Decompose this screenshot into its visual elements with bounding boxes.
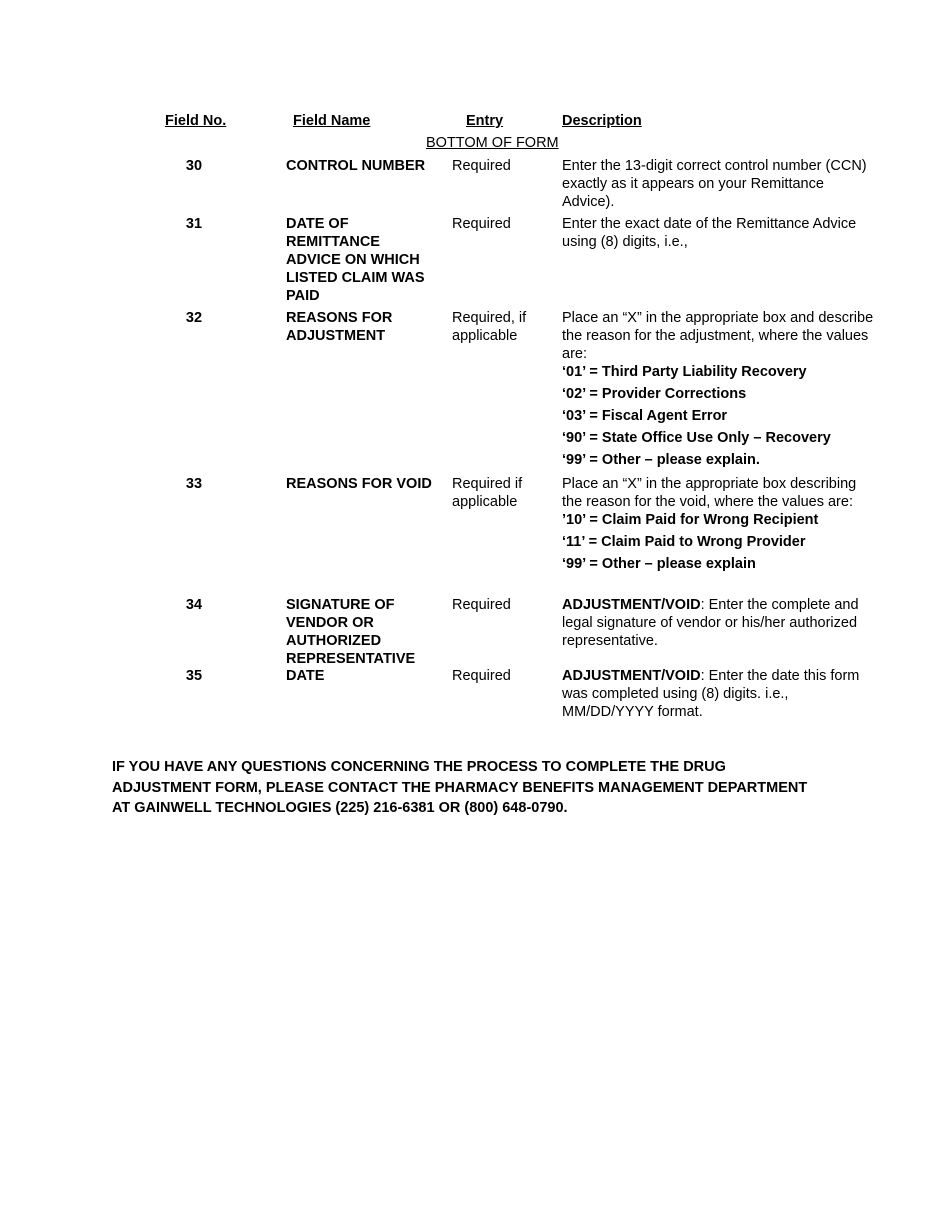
void-reason-option: ’10’ = Claim Paid for Wrong Recipient — [562, 512, 819, 528]
contact-note: IF YOU HAVE ANY QUESTIONS CONCERNING THE PROCESS TO COMPLETE THE DRUG ADJUSTMENT FORM, PLEASE CONTACT THE PHARMACY BENEFITS MANAGEMENT DEPARTMENT AT GAINWELL TECHNOLOGIES (225) 216-6381 OR (800) 648-0790. — [112, 759, 808, 816]
field-entry: Required — [452, 216, 511, 232]
field-description: Enter the exact date of the Remittance Advice using (8) digits, i.e., — [562, 216, 857, 250]
field-name: DATE OF REMITTANCE ADVICE ON WHICH LISTED CLAIM WAS PAID — [286, 216, 425, 304]
field-entry: Required if applicable — [452, 476, 523, 510]
field-description-block — [562, 309, 874, 469]
field-name: DATE — [286, 668, 325, 684]
field-name: SIGNATURE OF VENDOR OR AUTHORIZED REPRESENTATIVE — [286, 597, 416, 667]
field-entry: Required — [452, 668, 511, 684]
field-number: 34 — [185, 597, 203, 613]
description-lead: ADJUSTMENT/VOID — [562, 668, 701, 684]
header-entry: Entry — [466, 113, 504, 129]
field-description-block — [562, 596, 874, 650]
void-reason-option: ‘99’ = Other – please explain — [562, 556, 756, 572]
field-name: CONTROL NUMBER — [286, 158, 426, 174]
header-field-name: Field Name — [293, 113, 371, 129]
field-number: 31 — [185, 216, 203, 232]
adjustment-reason-option: ‘99’ = Other – please explain. — [562, 452, 760, 468]
field-description: : Enter the complete and legal signature of vendor or his/her authorized representative. — [562, 597, 859, 649]
field-description-block — [562, 475, 874, 573]
adjustment-reason-option: ‘03’ = Fiscal Agent Error — [562, 408, 728, 424]
field-name: REASONS FOR VOID — [286, 476, 432, 492]
field-description: Enter the 13-digit correct control number (CCN) exactly as it appears on your Remittance Advice). — [562, 158, 867, 210]
field-number: 35 — [185, 668, 203, 684]
field-number: 33 — [185, 476, 203, 492]
field-description: Place an “X” in the appropriate box describing the reason for the void, where the values are: — [562, 476, 857, 510]
void-reason-option: ‘11’ = Claim Paid to Wrong Provider — [562, 534, 806, 550]
section-label: BOTTOM OF FORM — [426, 135, 559, 151]
field-entry: Required — [452, 158, 511, 174]
field-number: 30 — [185, 158, 203, 174]
field-number: 32 — [185, 310, 203, 326]
adjustment-reason-option: ‘90’ = State Office Use Only – Recovery — [562, 430, 831, 446]
field-description: Place an “X” in the appropriate box and describe the reason for the adjustment, where the values are: — [562, 310, 874, 362]
description-lead: ADJUSTMENT/VOID — [562, 597, 701, 613]
field-description: : Enter the date this form was completed using (8) digits. i.e., MM/DD/YYYY format. — [562, 668, 860, 720]
field-entry: Required, if applicable — [452, 310, 527, 344]
field-name: REASONS FOR ADJUSTMENT — [286, 310, 393, 344]
field-entry: Required — [452, 597, 511, 613]
adjustment-reason-option: ‘01’ = Third Party Liability Recovery — [562, 364, 807, 380]
field-description-block — [562, 667, 874, 721]
header-description: Description — [562, 113, 642, 129]
header-field-no: Field No. — [165, 113, 227, 129]
adjustment-reason-option: ‘02’ = Provider Corrections — [562, 386, 747, 402]
